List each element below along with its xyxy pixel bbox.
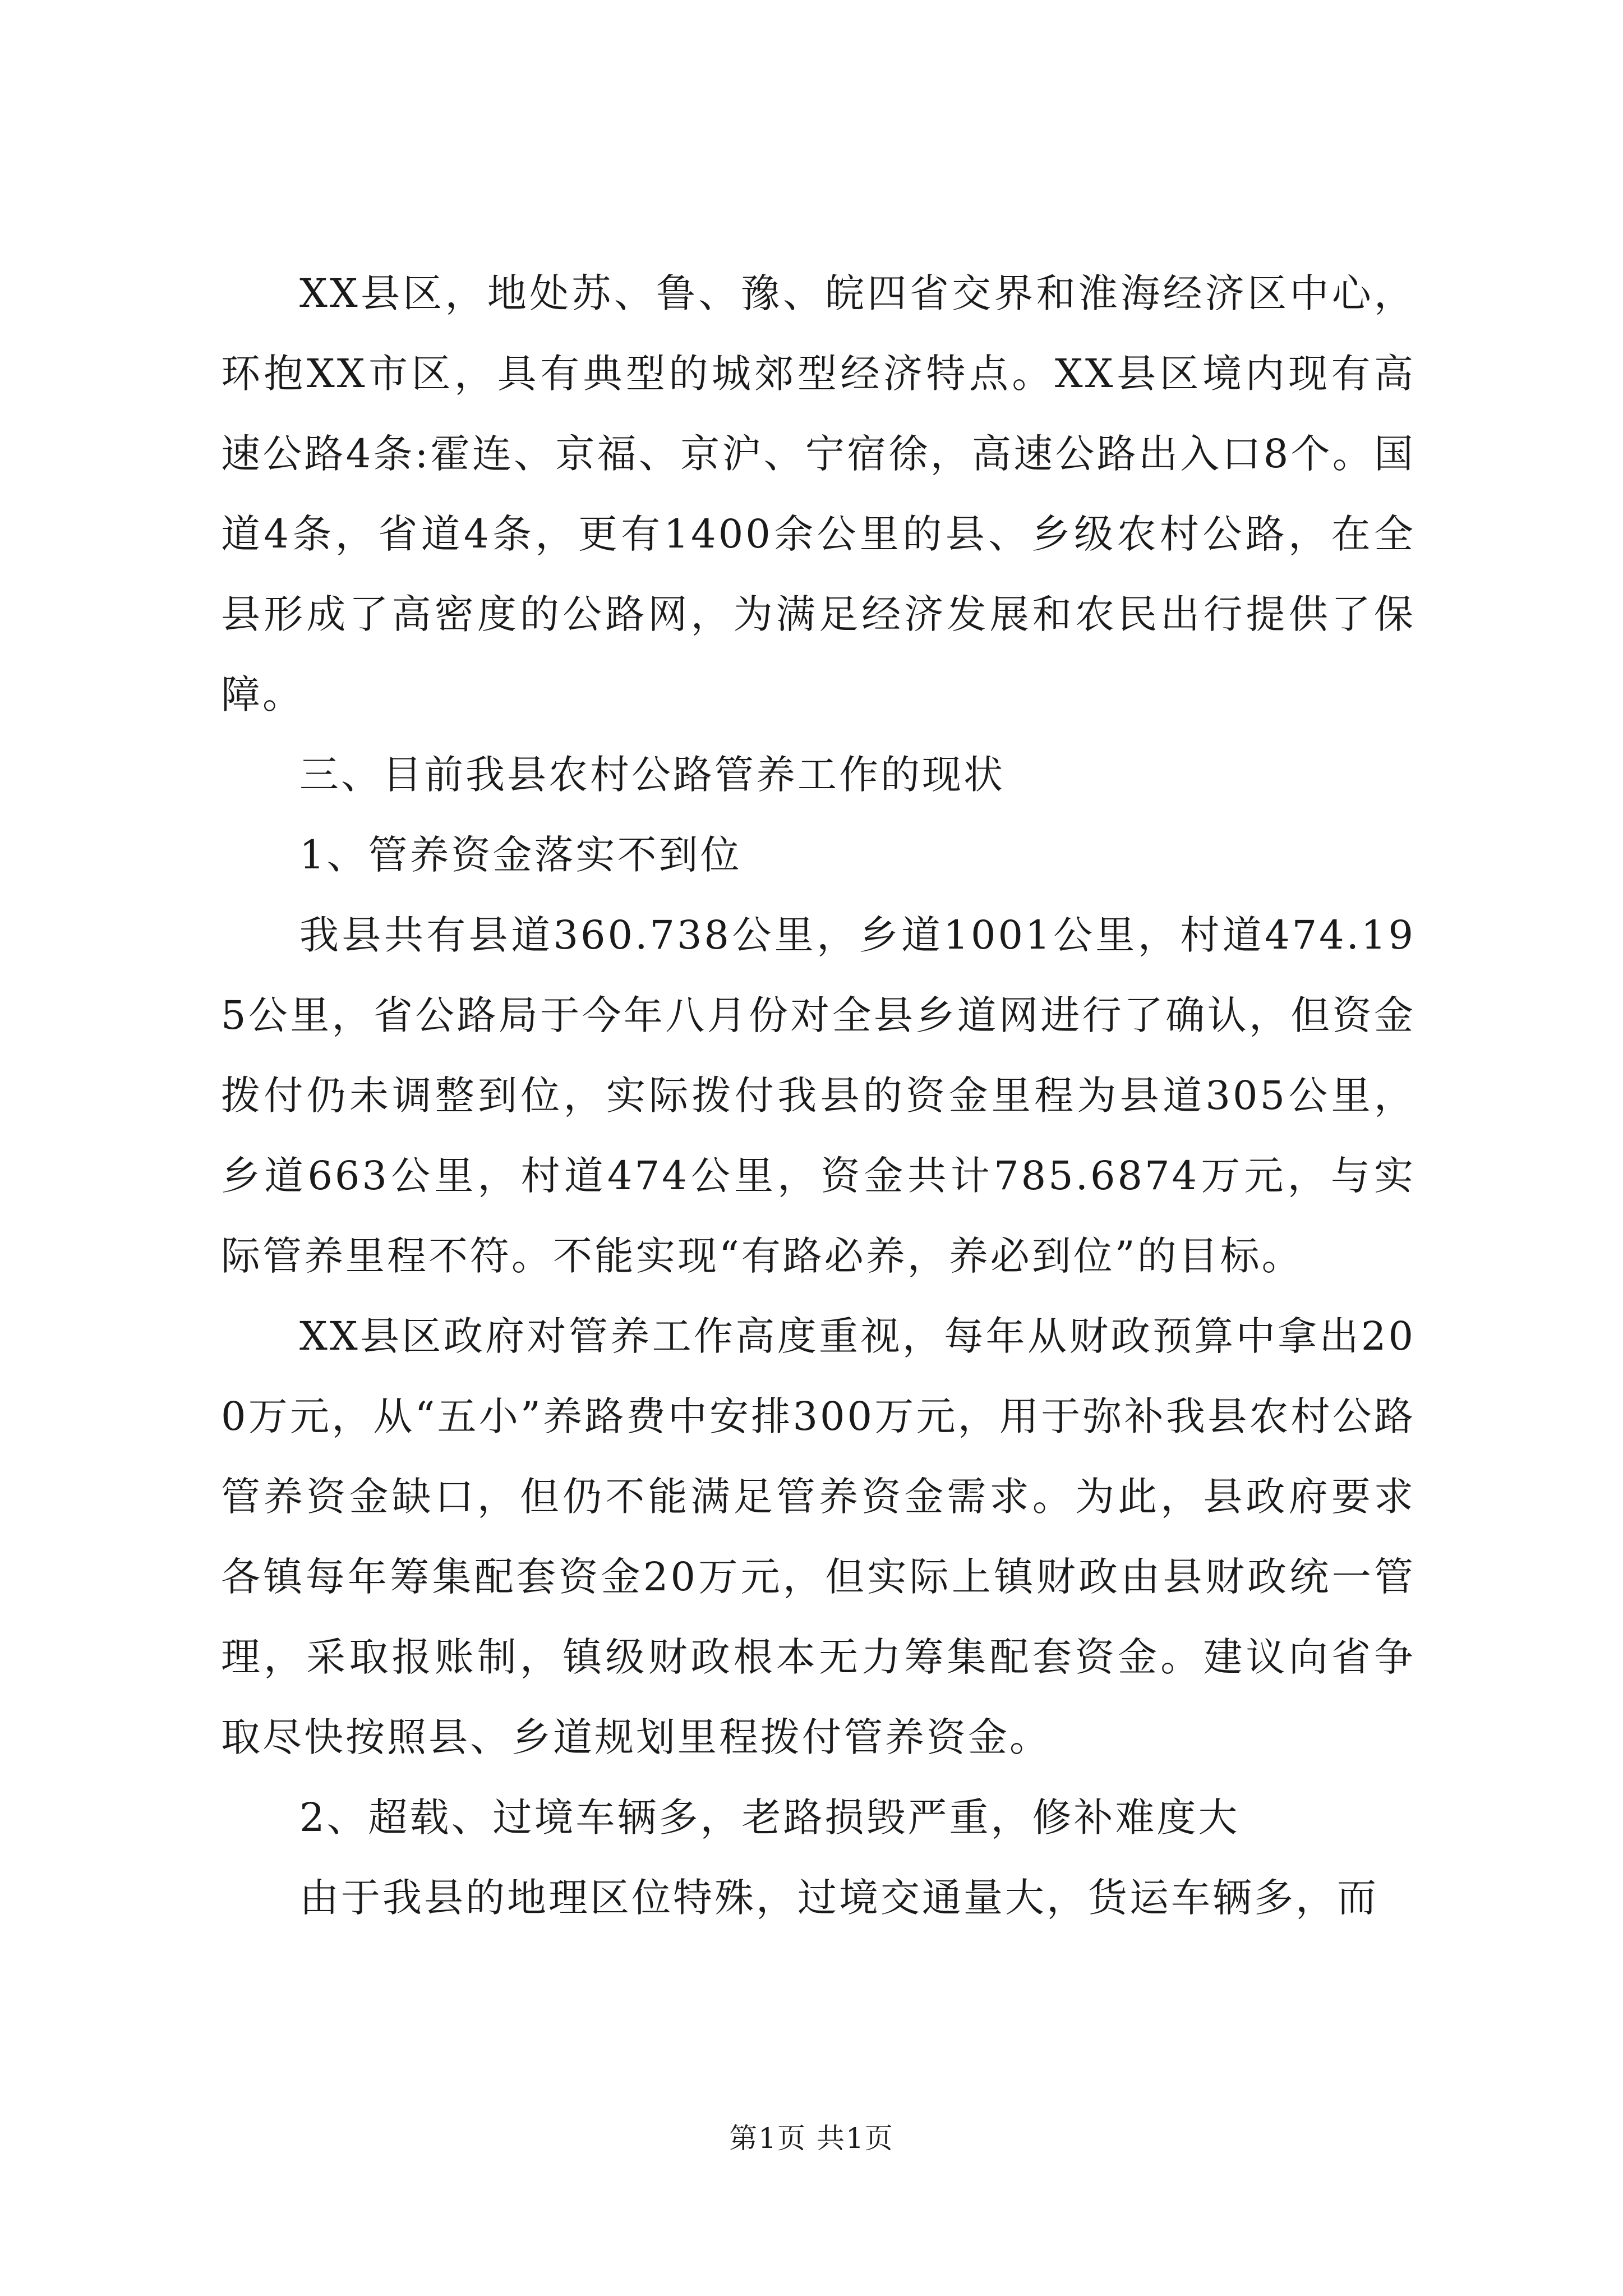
- section-heading: 三、目前我县农村公路管养工作的现状: [299, 752, 1005, 798]
- paragraph-overview: XX县区，地处苏、鲁、豫、皖四省交界和淮海经济区中心，环抱XX市区，具有典型的城郊型经济特点。XX县区境内现有高速公路4条:霍连、京福、京沪、宁宿徐，高速公路出入口8个。国道4条，省道4条，更有1400余公里的县、乡级农村公路，在全县形成了高密度的公路网，为满足经济发展和农民出行提供了保障。: [221, 270, 1415, 717]
- paragraph-funding: 我县共有县道360.738公里，乡道1001公里，村道474.195公里，省公路局于今年八月份对全县乡道网进行了确认，但资金拨付仍未调整到位，实际拨付我县的资金里程为县道305公里，乡道663公里，村道474公里，资金共计785.6874万元，与实际管养里程不符。不能实现“有路必养，养必到位”的目标。: [221, 912, 1415, 1279]
- page-footer: 第1页 共1页: [729, 2122, 894, 2155]
- paragraph-traffic: 由于我县的地理区位特殊，过境交通量大，货运车辆多，而: [299, 1875, 1378, 1921]
- paragraph-government: XX县区政府对管养工作高度重视，每年从财政预算中拿出200万元，从“五小”养路费中安排300万元，用于弥补我县农村公路管养资金缺口，但仍不能满足管养资金需求。为此，县政府要求各镇每年筹集配套资金20万元，但实际上镇财政由县财政统一管理，采取报账制，镇级财政根本无力筹集配套资金。建议向省争取尽快按照县、乡道规划里程拨付管养资金。: [221, 1313, 1415, 1760]
- document-body: [221, 254, 1415, 1938]
- subsection-heading-2: 2、超载、过境车辆多，老路损毁严重，修补难度大: [299, 1795, 1240, 1841]
- subsection-heading-1: 1、管养资金落实不到位: [299, 832, 742, 878]
